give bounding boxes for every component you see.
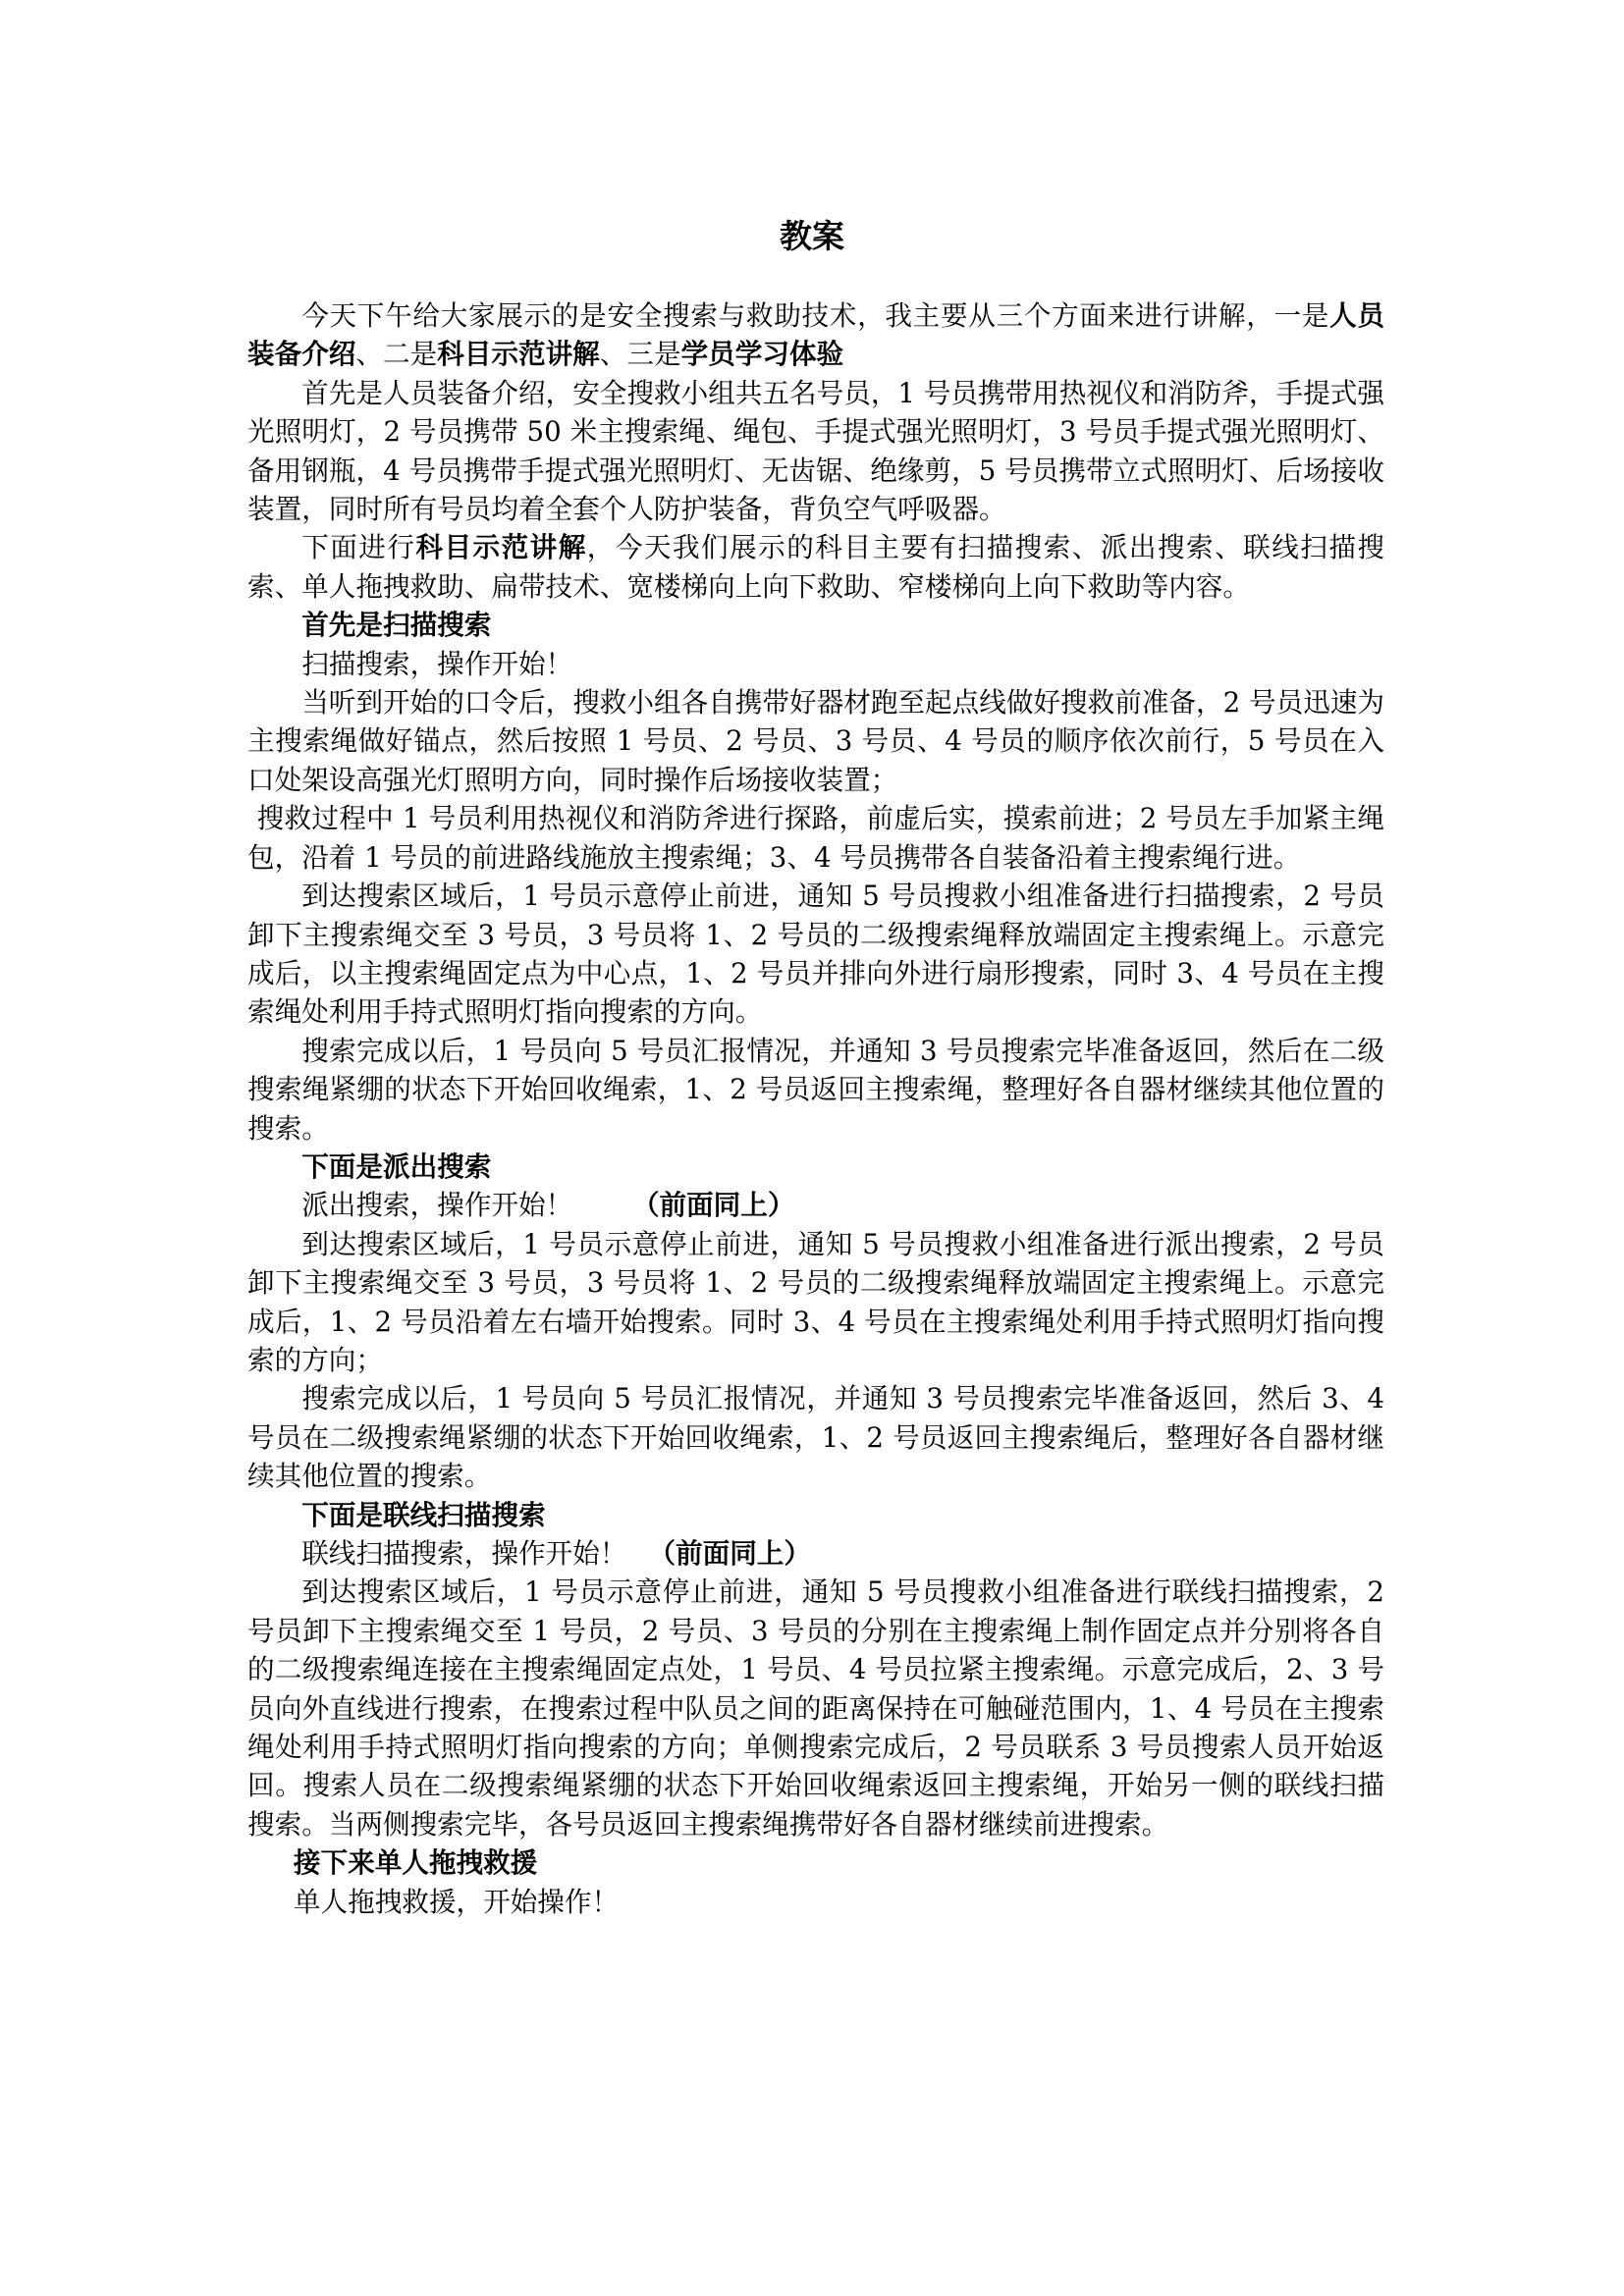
linked-command-line — [247, 1534, 1384, 1573]
subjects-text-a: 下面进行 — [301, 531, 416, 564]
document-body — [247, 296, 1384, 1921]
dispatch-command-line — [247, 1186, 1384, 1224]
intro-topic-experience: 学员学习体验 — [680, 338, 844, 371]
dispatch-note: （前面同上） — [631, 1189, 795, 1222]
drag-command: 单人拖拽救援，开始操作！ — [293, 1885, 620, 1918]
intro-topic-equipment: 人员装备介绍 — [247, 299, 1384, 371]
linked-command: 联线扫描搜索，操作开始！ — [301, 1537, 627, 1570]
intro-topic-subjects: 科目示范讲解 — [437, 338, 600, 371]
linked-note: （前面同上） — [648, 1537, 811, 1570]
section-heading-drag: 接下来单人拖拽救援 — [293, 1846, 538, 1880]
scan-paragraph-2: 搜救过程中 1 号员利用热视仪和消防斧进行探路，前虚后实，摸索前进；2 号员左手加紧主绳包，沿着 1 号员的前进路线施放主搜索绳；3、4 号员携带各自装备沿着主搜索绳行进。 — [247, 802, 1384, 874]
subjects-text-b: 科目示范讲解 — [415, 531, 587, 564]
intro-text-c: 、二是 — [355, 338, 438, 371]
linked-paragraph-1: 到达搜索区域后，1 号员示意停止前进，通知 5 号员搜救小组准备进行联线扫描搜索，2 号员卸下主搜索绳交至 1 号员，2 号员、3 号员的分别在主搜索绳上制作固定点并分别将各自的二级搜索绳连接在主搜索绳固定点处，1 号员、4 号员拉紧主搜索绳。示意完成后，2、3 号员向外直线进行搜索，在搜索过程中队员之间的距离保持在可触碰范围内，1、4 号员在主搜索绳处利用手持式照明灯指向搜索的方向；单侧搜索完成后，2 号员联系 3 号员搜索人员开始返回。搜索人员在二级搜索绳紧绷的状态下开始回收绳索返回主搜索绳，开始另一侧的联线扫描搜索。当两侧搜索完毕，各号员返回主搜索绳携带好各自器材继续前进搜索。 — [247, 1575, 1384, 1841]
intro-text-a: 今天下午给大家展示的是安全搜索与救助技术，我主要从三个方面来进行讲解，一是 — [301, 299, 1330, 332]
scan-paragraph-1: 当听到开始的口令后，搜救小组各自携带好器材跑至起点线做好搜救前准备，2 号员迅速为主搜索绳做好锚点，然后按照 1 号员、2 号员、3 号员、4 号员的顺序依次前行，5 号员在入口处架设高强光灯照明方向，同时操作后场接收装置； — [247, 686, 1384, 796]
scan-paragraph-3: 到达搜索区域后，1 号员示意停止前进，通知 5 号员搜救小组准备进行扫描搜索，2 号员卸下主搜索绳交至 3 号员，3 号员将 1、2 号员的二级搜索绳释放端固定主搜索绳上。示意完成后，以主搜索绳固定点为中心点，1、2 号员并排向外进行扇形搜索，同时 3、4 号员在主搜索绳处利用手持式照明灯指向搜索的方向。 — [247, 880, 1384, 1029]
section-heading-dispatch: 下面是派出搜索 — [301, 1149, 492, 1183]
intro-text-e: 、三是 — [599, 338, 681, 371]
scan-paragraph-4: 搜索完成以后，1 号员向 5 号员汇报情况，并通知 3 号员搜索完毕准备返回，然后在二级搜索绳紧绷的状态下开始回收绳索，1、2 号员返回主搜索绳，整理好各自器材继续其他位置的搜索。 — [247, 1034, 1384, 1145]
subjects-paragraph — [247, 528, 1384, 606]
equipment-paragraph: 首先是人员装备介绍，安全搜救小组共五名号员，1 号员携带用热视仪和消防斧，手提式强光照明灯，2 号员携带 50 米主搜索绳、绳包、手提式强光照明灯，3 号员手提式强光照明灯、备用钢瓶，4 号员携带手提式强光照明灯、无齿锯、绝缘剪，5 号员携带立式照明灯、后场接收装置，同时所有号员均着全套个人防护装备，背负空气呼吸器。 — [247, 376, 1384, 526]
dispatch-paragraph-1: 到达搜索区域后，1 号员示意停止前进，通知 5 号员搜救小组准备进行派出搜索，2 号员卸下主搜索绳交至 3 号员，3 号员将 1、2 号员的二级搜索绳释放端固定主搜索绳上。示意完成后，1、2 号员沿着左右墙开始搜索。同时 3、4 号员在主搜索绳处利用手持式照明灯指向搜索的方向； — [247, 1227, 1384, 1376]
subjects-text-c: ，今天我们展示的科目主要有扫描搜索、派出搜索、联线扫描搜索、单人拖拽救助、扁带技术、宽楼梯向上向下救助、窄楼梯向上向下救助等内容。 — [247, 531, 1384, 603]
dispatch-command: 派出搜索，操作开始！ — [301, 1189, 573, 1222]
dispatch-paragraph-2: 搜索完成以后，1 号员向 5 号员汇报情况，并通知 3 号员搜索完毕准备返回，然后 3、4 号员在二级搜索绳紧绷的状态下开始回收绳索，1、2 号员返回主搜索绳后，整理好各自器材继续其他位置的搜索。 — [247, 1382, 1384, 1493]
scan-command: 扫描搜索，操作开始！ — [301, 647, 573, 680]
section-heading-linked: 下面是联线扫描搜索 — [301, 1498, 546, 1531]
section-heading-scan: 首先是扫描搜索 — [301, 609, 492, 642]
intro-paragraph — [247, 296, 1384, 374]
page-title: 教案 — [780, 217, 844, 255]
